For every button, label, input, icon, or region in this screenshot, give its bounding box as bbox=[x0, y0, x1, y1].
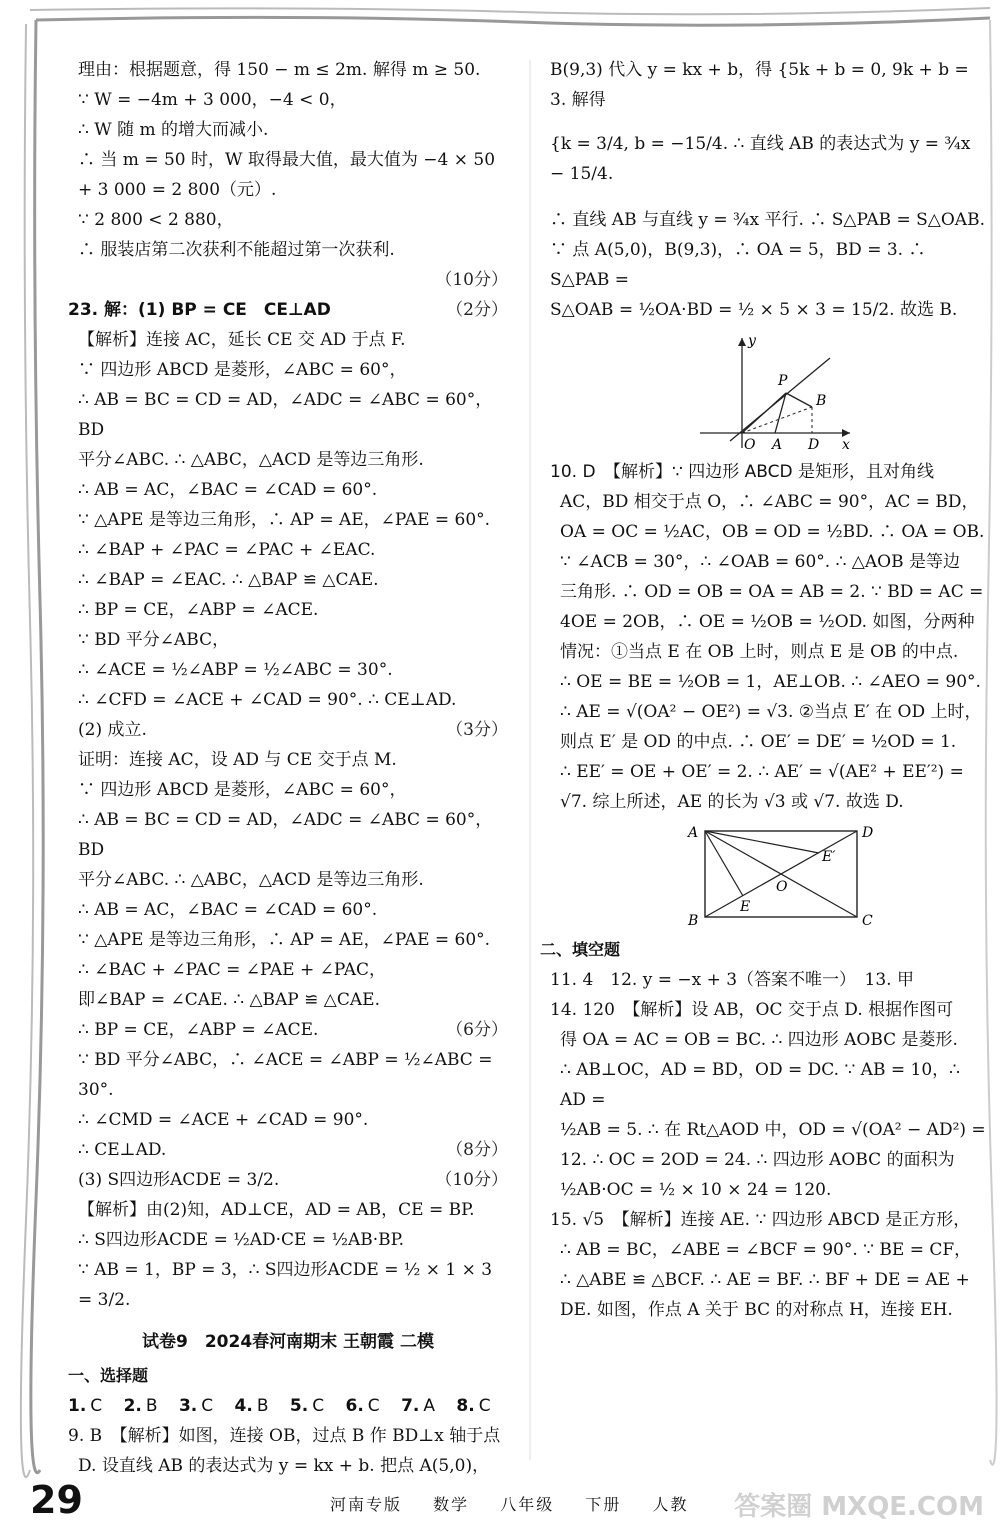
answer-val: B bbox=[145, 1396, 158, 1416]
fig1-label-B: B bbox=[816, 393, 827, 409]
line: ½AB·OC = ½ × 10 × 24 = 120. bbox=[560, 1180, 832, 1200]
line: ∴ AE = √(OA² − OE²) = √3. ②当点 E′ 在 OD 上时， bbox=[560, 702, 982, 722]
fig1-label-D: D bbox=[808, 437, 820, 453]
line: + 3 000 = 2 800（元）. bbox=[78, 180, 277, 200]
footer-item: 下册 bbox=[585, 1495, 622, 1514]
score: （3分） bbox=[446, 720, 508, 740]
line: ∴ AB = BC = CD = AD，∠ADC = ∠ABC = 60°，BD bbox=[78, 810, 493, 860]
line: ∴ AB = BC，∠ABE = ∠BCF = 90°. ∵ BE = CF， bbox=[560, 1240, 972, 1260]
line: 即∠BAP = ∠CAE. ∴ △BAP ≌ △CAE. bbox=[78, 990, 380, 1010]
fig2-label-A: A bbox=[688, 825, 699, 841]
line: 【解析】由(2)知，AD⊥CE，AD = AB，CE = BP. bbox=[78, 1200, 475, 1220]
line: 三角形. ∴ OD = OB = OA = AB = 2. ∵ BD = AC = bbox=[560, 582, 984, 602]
p2-head: (2) 成立. bbox=[78, 720, 147, 740]
line: ∵ 点 A(5,0)，B(9,3)，∴ OA = 5，BD = 3. ∴ S△PAB = bbox=[550, 240, 926, 290]
line: 4OE = 2OB，∴ OE = ½OB = ½OD. 如图，分两种 bbox=[560, 612, 975, 632]
answer-val: C bbox=[478, 1396, 491, 1416]
line: ∵ BD 平分∠ABC，∴ ∠ACE = ∠ABP = ½∠ABC = 30°. bbox=[78, 1050, 493, 1100]
answer-num: 6. bbox=[345, 1396, 364, 1416]
line: ∴ S四边形ACDE = ½AD·CE = ½AB·BP. bbox=[78, 1230, 405, 1250]
footer-item: 人教 bbox=[652, 1495, 689, 1514]
answer-val: C bbox=[312, 1396, 325, 1416]
fig1-label-O: O bbox=[744, 437, 756, 453]
score: （2分） bbox=[446, 300, 508, 320]
line: 【解析】连接 AC，延长 CE 交 AD 于点 F. bbox=[78, 330, 406, 350]
line: {k = 3/4, b = −15/4. ∴ 直线 AB 的表达式为 y = ¾x − 15/4. bbox=[550, 134, 971, 184]
line: √7. 综上所述，AE 的长为 √3 或 √7. 故选 D. bbox=[560, 792, 904, 812]
line: ∴ BP = CE，∠ABP = ∠ACE. bbox=[78, 600, 319, 620]
line: ∴ AB = AC，∠BAC = ∠CAD = 60°. bbox=[78, 900, 378, 920]
answer-num: 1. bbox=[68, 1396, 87, 1416]
choice-answers bbox=[68, 1391, 508, 1421]
fig1-label-x: x bbox=[842, 437, 850, 453]
watermark-logo: 答案圈 MXQE.COM bbox=[734, 1492, 984, 1522]
answer-val: B bbox=[256, 1396, 269, 1416]
line: ∴ ∠BAP + ∠PAC = ∠PAC + ∠EAC. bbox=[78, 540, 376, 560]
line: ∴ CE⊥AD. bbox=[78, 1140, 167, 1160]
line: ∴ AB⊥OC，AD = BD，OD = DC. ∵ AB = 10，∴ AD = bbox=[560, 1060, 960, 1110]
score: （6分） bbox=[446, 1020, 508, 1040]
line: AC，BD 相交于点 O，∴ ∠ABC = 90°，AC = BD， bbox=[560, 492, 979, 512]
line: ∴ 当 m = 50 时，W 取得最大值，最大值为 −4 × 50 bbox=[78, 150, 496, 170]
line: ∴ 服装店第二次获利不能超过第一次获利. bbox=[78, 240, 395, 260]
line: ∵ 2 800 < 2 880， bbox=[78, 210, 234, 230]
line: ∵ △APE 是等边三角形，∴ AP = AE，∠PAE = 60°. bbox=[78, 930, 491, 950]
coordinate-figure bbox=[550, 333, 990, 453]
line: ∴ AB = AC，∠BAC = ∠CAD = 60°. bbox=[78, 480, 378, 500]
q23-head: 23. 解：(1) BP = CE CE⊥AD bbox=[68, 300, 331, 320]
fig2-label-D: D bbox=[862, 825, 874, 841]
fig2-label-E: E bbox=[740, 899, 751, 915]
line: ∴ BP = CE，∠ABP = ∠ACE. bbox=[78, 1020, 319, 1040]
line: 9. B 【解析】如图，连接 OB，过点 B 作 BD⊥x 轴于点 bbox=[68, 1426, 501, 1446]
line: ½AB = 5. ∴ 在 Rt△AOD 中，OD = √(OA² − AD²) = bbox=[560, 1120, 986, 1140]
footer-item: 八年级 bbox=[500, 1495, 555, 1514]
line: ∵ ∠ACB = 30°，∴ ∠OAB = 60°. ∴ △AOB 是等边 bbox=[560, 552, 960, 572]
line: ∴ EE′ = OE + OE′ = 2. ∴ AE′ = √(AE² + EE′²) = bbox=[560, 762, 964, 782]
line: ∴ W 随 m 的增大而减小. bbox=[78, 120, 269, 140]
line: D. 设直线 AB 的表达式为 y = kx + b. 把点 A(5,0)， bbox=[78, 1456, 490, 1476]
line: ∴ ∠ACE = ½∠ABP = ½∠ABC = 30°. bbox=[78, 660, 393, 680]
score: （8分） bbox=[446, 1140, 508, 1160]
line: ∴ △ABE ≌ △BCF. ∴ AE = BF. ∴ BF + DE = AE + bbox=[560, 1270, 970, 1290]
page-number: 29 bbox=[30, 1478, 83, 1522]
line: 15. √5 【解析】连接 AE. ∵ 四边形 ABCD 是正方形， bbox=[550, 1210, 971, 1230]
rectangle-figure bbox=[550, 821, 990, 931]
score: （10分） bbox=[435, 1170, 508, 1190]
answer-val: C bbox=[201, 1396, 214, 1416]
score: （10分） bbox=[435, 270, 508, 290]
line: ∴ ∠CMD = ∠ACE + ∠CAD = 90°. bbox=[78, 1110, 369, 1130]
fig1-label-y: y bbox=[748, 333, 756, 349]
line: DE. 如图，作点 A 关于 BC 的对称点 H，连接 EH. bbox=[560, 1300, 953, 1320]
answer-val: C bbox=[367, 1396, 380, 1416]
footer-item: 河南专版 bbox=[330, 1495, 403, 1514]
paper-title: 试卷9 2024春河南期末 王朝霞 二模 bbox=[142, 1332, 434, 1352]
line: 得 OA = AC = OB = BC. ∴ 四边形 AOBC 是菱形. bbox=[560, 1030, 958, 1050]
line: B(9,3) 代入 y = kx + b，得 {5k + b = 0, 9k + b = 3. 解得 bbox=[550, 60, 969, 110]
answer-num: 4. bbox=[234, 1396, 253, 1416]
left-column bbox=[68, 55, 508, 1481]
line: 则点 E′ 是 OD 的中点. ∴ OE′ = DE′ = ½OD = 1. bbox=[560, 732, 957, 752]
line: 12. ∴ OC = 2OD = 24. ∴ 四边形 AOBC 的面积为 bbox=[560, 1150, 955, 1170]
line: 情况：①当点 E 在 OB 上时，则点 E 是 OB 的中点. bbox=[560, 642, 959, 662]
line: 14. 120 【解析】设 AB，OC 交于点 D. 根据作图可 bbox=[550, 1000, 954, 1020]
p3-head: (3) S四边形ACDE = 3/2. bbox=[78, 1170, 280, 1190]
line: ∴ ∠BAC + ∠PAC = ∠PAE + ∠PAC， bbox=[78, 960, 387, 980]
line: OA = OC = ½AC，OB = OD = ½BD. ∴ OA = OB. bbox=[560, 522, 985, 542]
line: 10. D 【解析】∵ 四边形 ABCD 是矩形，且对角线 bbox=[550, 462, 935, 482]
section-heading: 一、选择题 bbox=[68, 1366, 149, 1385]
line: S△OAB = ½OA·BD = ½ × 5 × 3 = 15/2. 故选 B. bbox=[550, 300, 958, 320]
answer-val: A bbox=[423, 1396, 435, 1416]
answer-num: 7. bbox=[401, 1396, 420, 1416]
line: ∵ △APE 是等边三角形，∴ AP = AE，∠PAE = 60°. bbox=[78, 510, 491, 530]
fig2-label-B: B bbox=[688, 913, 699, 929]
line: ∵ 四边形 ABCD 是菱形，∠ABC = 60°， bbox=[78, 360, 407, 380]
line: 平分∠ABC. ∴ △ABC，△ACD 是等边三角形. bbox=[78, 450, 424, 470]
line: ∴ ∠CFD = ∠ACE + ∠CAD = 90°. ∴ CE⊥AD. bbox=[78, 690, 457, 710]
line: 证明：连接 AC，设 AD 与 CE 交于点 M. bbox=[78, 750, 397, 770]
line: ∴ AB = BC = CD = AD，∠ADC = ∠ABC = 60°，BD bbox=[78, 390, 493, 440]
answer-num: 3. bbox=[178, 1396, 198, 1416]
line: ∵ W = −4m + 3 000，−4 < 0， bbox=[78, 90, 347, 110]
fig2-label-C: C bbox=[862, 913, 873, 929]
right-column bbox=[540, 55, 990, 1325]
footer-item: 数学 bbox=[433, 1495, 470, 1514]
answer-num: 5. bbox=[289, 1396, 309, 1416]
line: ∴ ∠BAP = ∠EAC. ∴ △BAP ≌ △CAE. bbox=[78, 570, 379, 590]
footer-info bbox=[330, 1492, 712, 1515]
line: ∵ BD 平分∠ABC， bbox=[78, 630, 230, 650]
answer-num: 2. bbox=[123, 1396, 142, 1416]
line: 理由：根据题意，得 150 − m ≤ 2m. 解得 m ≥ 50. bbox=[78, 60, 481, 80]
line: ∴ OE = BE = ½OB = 1，AE⊥OB. ∴ ∠AEO = 90°. bbox=[560, 672, 981, 692]
fig2-label-E2: E′ bbox=[822, 849, 836, 865]
page-footer bbox=[0, 1478, 1006, 1528]
fig1-label-P: P bbox=[778, 373, 788, 389]
fig2-label-O: O bbox=[776, 879, 788, 895]
line: ∵ AB = 1，BP = 3，∴ S四边形ACDE = ½ × 1 × 3 = 3/2. bbox=[78, 1260, 493, 1310]
line: 平分∠ABC. ∴ △ABC，△ACD 是等边三角形. bbox=[78, 870, 424, 890]
line: ∵ 四边形 ABCD 是菱形，∠ABC = 60°， bbox=[78, 780, 407, 800]
answer-val: C bbox=[90, 1396, 103, 1416]
line: 11. 4 12. y = −x + 3（答案不唯一） 13. 甲 bbox=[550, 970, 914, 990]
fig1-label-A: A bbox=[772, 437, 783, 453]
answer-num: 8. bbox=[456, 1396, 475, 1416]
section-heading: 二、填空题 bbox=[540, 940, 621, 959]
line: ∴ 直线 AB 与直线 y = ¾x 平行. ∴ S△PAB = S△OAB. bbox=[550, 210, 985, 230]
